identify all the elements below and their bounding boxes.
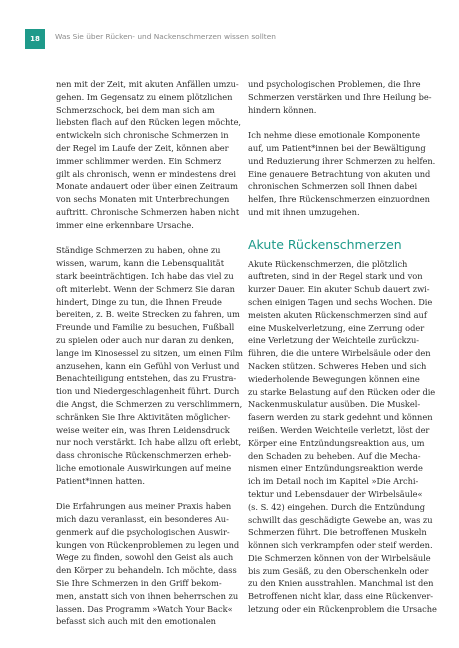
text-line: führen, die die untere Wirbelsäule oder den [248,348,431,359]
text-line: reißen. Werden Weichteile verletzt, löst der [248,424,430,435]
paragraph [248,78,434,116]
text-line: chronischen Schmerzen soll Ihnen dabei [248,181,418,192]
text-line: wissen, warum, kann die Lebensqualität [56,258,224,269]
text-line: kungen von Rückenproblemen zu legen und [56,539,240,550]
text-line: mich dazu veranlasst, ein besonderes Au- [56,514,229,525]
text-line: nur noch verstärkt. Ich habe allzu oft erlebt, [56,437,242,448]
text-line: immer schlimmer werden. Ein Schmerz [56,155,222,166]
text-line: Schmerzen verstärken und Ihre Heilung be- [248,91,432,102]
text-line: Patient*innen hatten. [56,475,145,486]
text-line: eine Verletzung der Weichteile zurückzu- [248,335,420,346]
text-line: von sechs Monaten mit Unterbrechungen [56,194,230,205]
text-line: Nackenmuskulatur ausüben. Die Muskel- [248,399,421,410]
text-line: anzusehen, kann ein Gefühl von Verlust und [56,360,240,371]
text-line: kurzer Dauer. Ein akuter Schub dauert zwi- [248,284,430,295]
section-body-text [248,258,437,616]
text-line: helfen, Ihre Rückenschmerzen einzuordnen [248,194,430,205]
text-line: stark beeinträchtigen. Ich habe das viel zu [56,270,234,281]
text-line: zu starke Belastung auf den Rücken oder die [248,386,436,397]
text-line: und mit ihnen umzugehen. [248,206,360,217]
text-line: immer eine erkennbare Ursache. [56,219,194,230]
text-line: Ich nehme diese emotionale Komponente [248,130,420,141]
text-line: den Schaden zu beheben. Auf die Mecha- [248,450,421,461]
page-header [0,0,459,48]
text-line: Eine genauere Betrachtung von akuten und [248,168,431,179]
text-line: schränken Sie Ihre Aktivitäten möglicher- [56,411,231,422]
text-line: dass chronische Rückenschmerzen erheb- [56,450,232,461]
text-line: hindern können. [248,104,317,115]
text-line: meisten akuten Rückenschmerzen sind auf [248,309,427,320]
text-line: Wege zu finden, sowohl den Geist als auch [56,552,234,563]
text-line: men, anstatt sich von ihnen beherrschen zu [56,590,239,601]
text-line: oft miterlebt. Wenn der Schmerz Sie daran [56,283,235,294]
text-line: hindert, Dinge zu tun, die Ihnen Freude [56,296,222,307]
left-text-column [56,78,242,628]
text-line: können sich verkrampfen oder steif werden. [248,540,433,551]
text-line: Freunde und Familie zu besuchen, Fußball [56,322,235,333]
text-line: nismen einer Entzündungsreaktion werde [248,463,423,474]
text-line: befasst sich auch mit den emotionalen [56,616,216,627]
right-intro-text [248,78,434,219]
text-line: Akute Rückenschmerzen, die plötzlich [248,258,408,269]
text-line: Benachteiligung entstehen, das zu Frustra- [56,373,237,384]
text-line: lange im Kinosessel zu sitzen, um einen Film [56,347,243,358]
text-line: und Reduzierung ihrer Schmerzen zu helfen. [248,155,436,166]
text-line: schwillt das geschädigte Gewebe an, was zu [248,514,433,525]
text-line: tektur und Lebensdauer der Wirbelsäule« [248,488,423,499]
text-line: Schmerzschock, bei dem man sich am [56,104,215,115]
text-line: (s. S. 42) eingehen. Durch die Entzündung [248,501,426,512]
text-line: der Regel im Laufe der Zeit, können aber [56,142,229,153]
text-line: weise weiter ein, was Ihren Leidensdruck [56,424,230,435]
text-line: und psychologischen Problemen, die Ihre [248,79,421,89]
text-line: liebsten flach auf den Rücken legen möchte, [56,117,242,128]
text-line: zu den Knien ausstrahlen. Manchmal ist den [248,578,434,589]
text-line: genmerk auf die psychologischen Auswir- [56,526,230,537]
text-line: auftreten, sind in der Regel stark und von [248,271,423,282]
text-line: letzung oder ein Rückenproblem die Ursache [248,604,437,615]
paragraph [56,500,242,628]
running-title: Was Sie über Rücken- und Nackenschmerzen wissen sollten [55,32,276,41]
text-line: wiederholende Bewegungen können eine [248,373,420,384]
text-line: tion und Niedergeschlagenheit führt. Durch [56,386,240,397]
section-heading: Akute Rückenschmerzen [248,236,402,252]
text-line: zu spielen oder auch nur daran zu denken, [56,334,234,345]
text-line: Schmerzen führt. Die betroffenen Muskeln [248,527,427,538]
text-line: Körper eine Entzündungsreaktion aus, um [248,437,425,448]
paragraph [248,129,434,219]
text-line: auf, um Patient*innen bei der Bewältigung [248,142,426,153]
text-line: gehen. Im Gegensatz zu einem plötzlichen [56,91,233,102]
text-line: Die Erfahrungen aus meiner Praxis haben [56,501,232,512]
text-line: liche emotionale Auswirkungen auf meine [56,462,232,473]
text-line: gilt als chronisch, wenn er mindestens drei [56,168,236,179]
text-line: den Körper zu behandeln. Ich möchte, dass [56,565,237,576]
paragraph [248,258,437,616]
text-line: fasern werden zu stark gedehnt und können [248,412,433,423]
text-line: Monate andauert oder über einen Zeitraum [56,181,238,192]
text-line: entwickeln sich chronische Schmerzen in [56,130,229,141]
text-line: schen einigen Tagen und sechs Wochen. Die [248,296,433,307]
text-line: Ständige Schmerzen zu haben, ohne zu [56,245,221,256]
text-line: Sie Ihre Schmerzen in den Griff bekom- [56,578,222,589]
text-line: Betroffenen nicht klar, dass eine Rückenver- [248,591,434,602]
text-line: Nacken stützen. Schweres Heben und sich [248,360,427,371]
text-line: auftritt. Chronische Schmerzen haben nicht [56,206,240,217]
paragraph [56,78,242,232]
page-number-badge: 18 [25,29,45,49]
text-line: ich im Detail noch im Kapitel »Die Archi- [248,476,419,487]
text-line: eine Muskelverletzung, eine Zerrung oder [248,322,425,333]
right-text-column [248,78,437,616]
text-line: lassen. Das Programm »Watch Your Back« [56,603,233,614]
text-line: Die Schmerzen können von der Wirbelsäule [248,552,431,563]
text-line: bereiten, z. B. weite Strecken zu fahren, um [56,309,240,320]
text-line: die Angst, die Schmerzen zu verschlimmern, [56,398,243,409]
text-line: bis zum Gesäß, zu den Oberschenkeln oder [248,565,429,576]
paragraph [56,244,242,487]
text-line: nen mit der Zeit, mit akuten Anfällen umzu- [56,79,239,89]
